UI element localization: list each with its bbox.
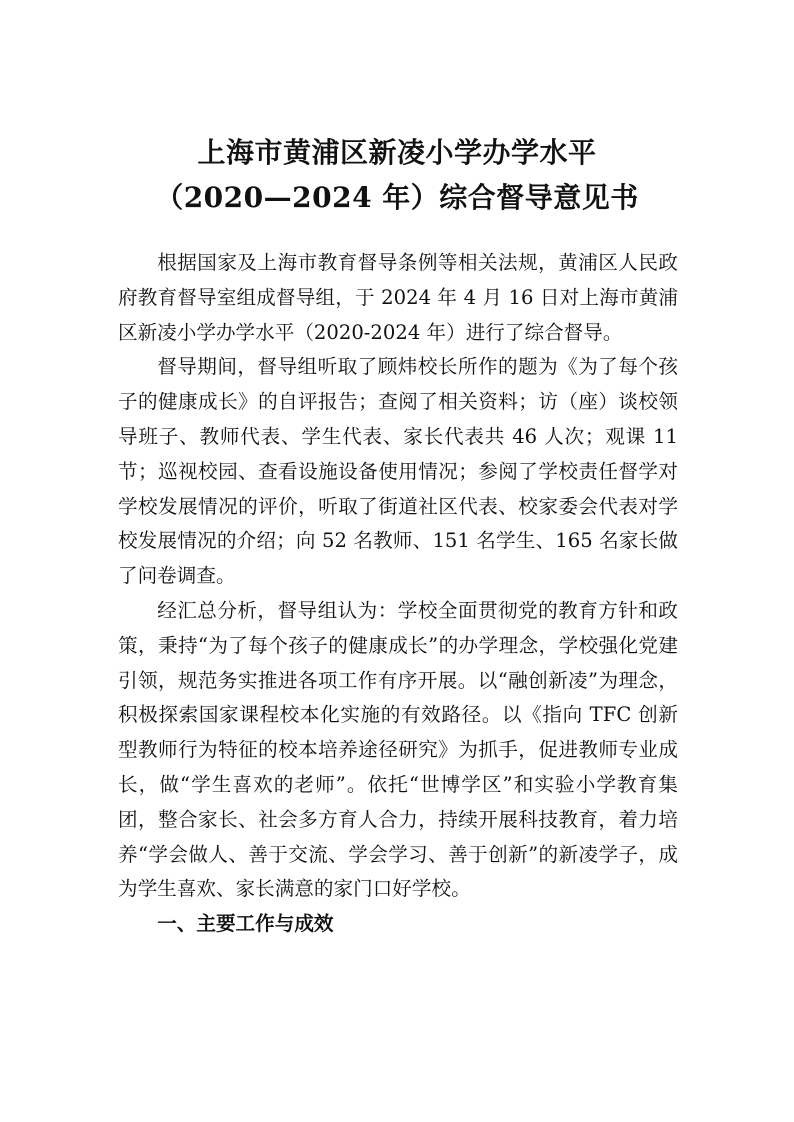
paragraph-intro: 根据国家及上海市教育督导条例等相关法规，黄浦区人民政府教育督导室组成督导组，于 2024 年 4 月 16 日对上海市黄浦区新凌小学办学水平（2020-2024 年）进行了综合督导。 — [118, 251, 678, 344]
paragraph-supervision-process: 督导期间，督导组听取了顾炜校长所作的题为《为了每个孩子的健康成长》的自评报告；查阅了相关资料；访（座）谈校领导班子、教师代表、学生代表、家长代表共 46 人次；观课 11 节；巡视校园、查看设施设备使用情况；参阅了学校责任督学对学校发展情况的评价，听取了街道社区代表、校家委会代表对学校发展情况的介绍；向 52 名教师、151 名学生、165 名家长做了问卷调查。 — [118, 355, 678, 588]
document-title-line-2: （2020—2024 年）综合督导意见书 — [155, 181, 639, 214]
document-title-line-1: 上海市黄浦区新凌小学办学水平 — [197, 136, 597, 169]
section-heading: 一、主要工作与成效 — [157, 912, 334, 936]
paragraph-conclusion: 经汇总分析，督导组认为：学校全面贯彻党的教育方针和政策，秉持“为了每个孩子的健康成长”的办学理念，学校强化党建引领，规范务实推进各项工作有序开展。以“融创新凌”为理念，积极探索国家课程校本化实施的有效路径。以《指向 TFC 创新型教师行为特征的校本培养途径研究》为抓手，促进教师专业成长，做“学生喜欢的老师”。依托“世博学区”和实验小学教育集团，整合家长、社会多方育人合力，持续开展科技教育，着力培养“学会做人、善于交流、学会学习、善于创新”的新凌学子，成为学生喜欢、家长满意的家门口好学校。 — [118, 598, 678, 901]
document-body — [118, 246, 678, 942]
